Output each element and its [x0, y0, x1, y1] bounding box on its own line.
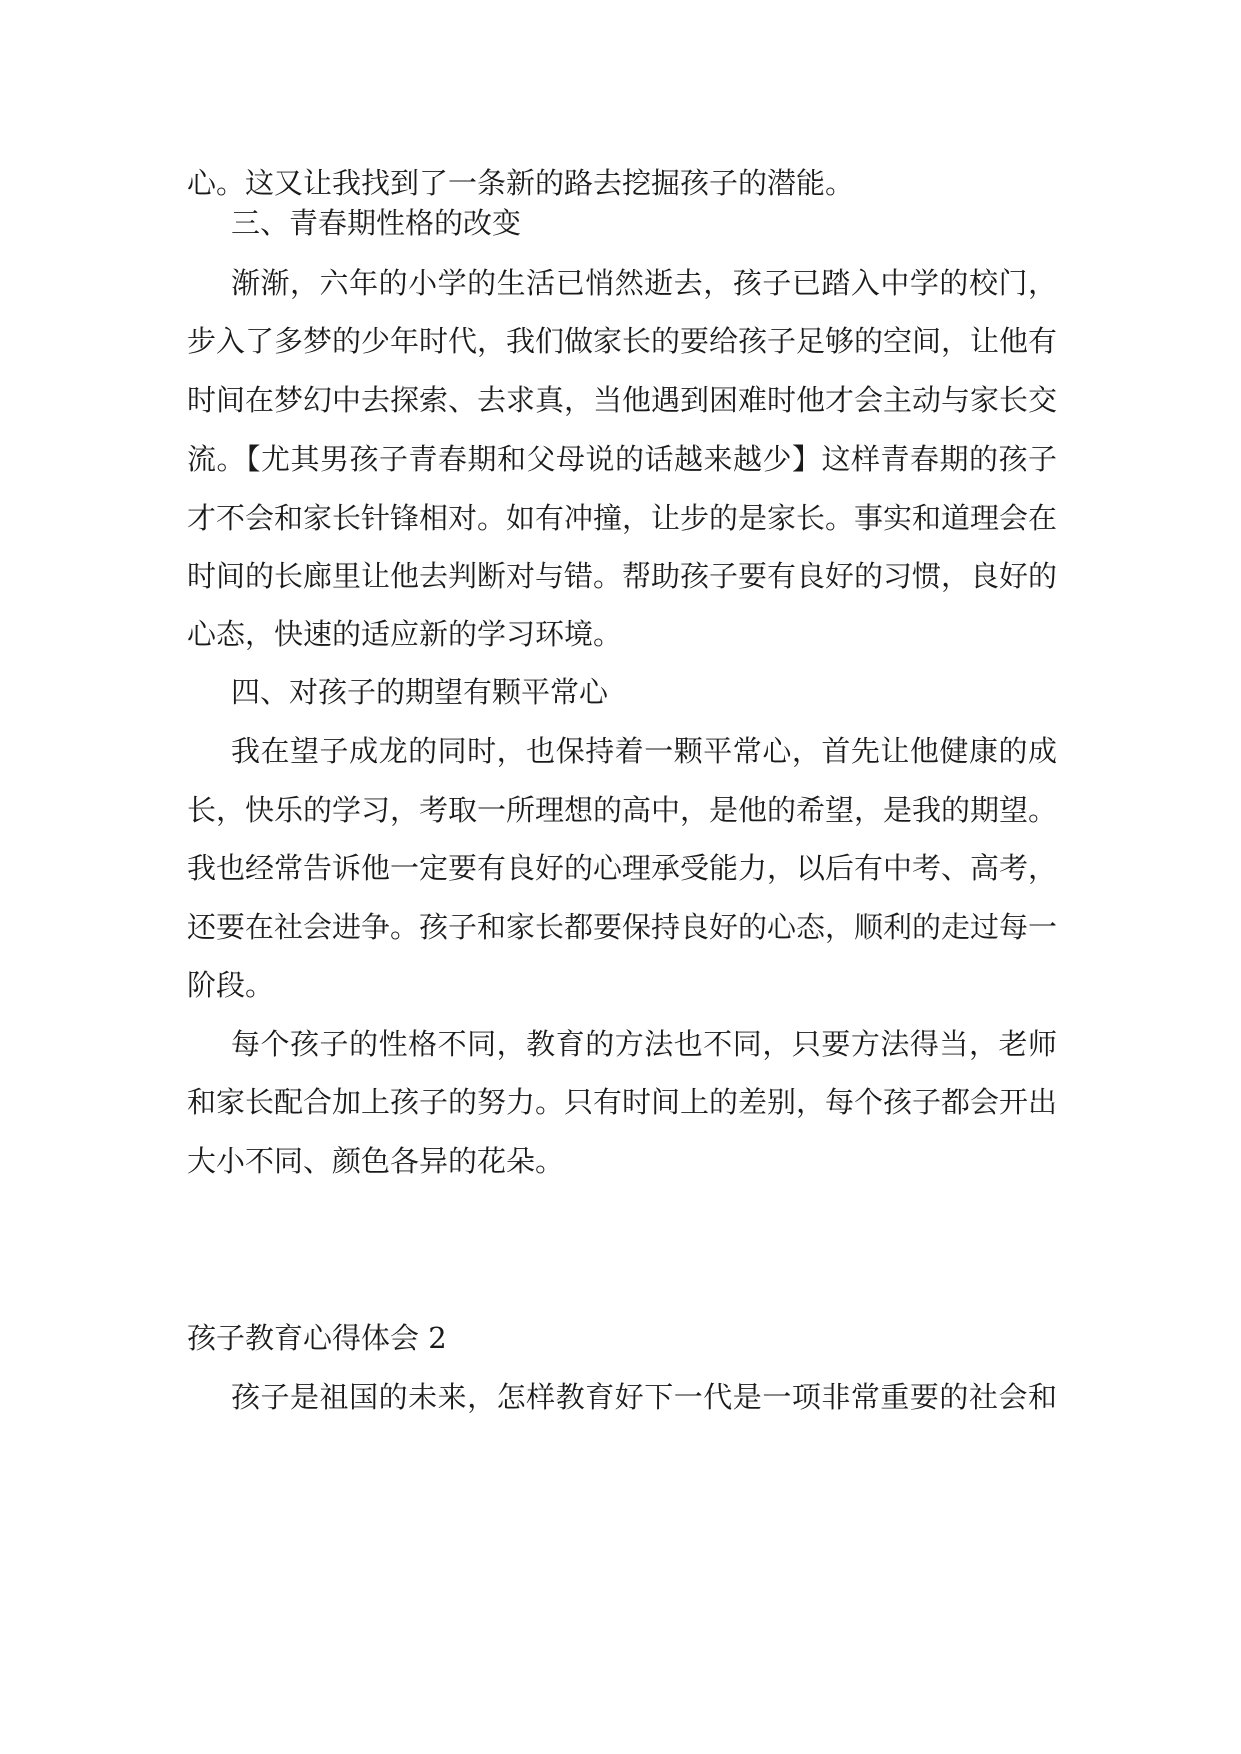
paragraph-line: 孩子是祖国的未来，怎样教育好下一代是一项非常重要的社会和	[231, 1380, 1057, 1414]
paragraph-line: 才不会和家长针锋相对。如有冲撞，让步的是家长。事实和道理会在	[187, 501, 1057, 535]
paragraph-line: 长，快乐的学习，考取一所理想的高中，是他的希望，是我的期望。	[187, 793, 1057, 827]
paragraph-line: 大小不同、颜色各异的花朵。	[187, 1144, 565, 1178]
paragraph-line: 心。这又让我找到了一条新的路去挖掘孩子的潜能。	[187, 166, 855, 200]
paragraph-line: 每个孩子的性格不同，教育的方法也不同，只要方法得当，老师	[231, 1027, 1057, 1061]
paragraph-line: 心态，快速的适应新的学习环境。	[187, 617, 623, 651]
paragraph-line: 步入了多梦的少年时代，我们做家长的要给孩子足够的空间，让他有	[187, 324, 1057, 358]
section-heading: 四、对孩子的期望有颗平常心	[231, 675, 609, 709]
article-title: 孩子教育心得体会 2	[187, 1321, 447, 1355]
paragraph-line: 流。【尤其男孩子青春期和父母说的话越来越少】这样青春期的孩子	[187, 442, 1057, 476]
paragraph-line: 渐渐，六年的小学的生活已悄然逝去，孩子已踏入中学的校门，	[231, 266, 1057, 300]
paragraph-line: 我在望子成龙的同时，也保持着一颗平常心，首先让他健康的成	[231, 734, 1057, 768]
paragraph-line: 还要在社会进争。孩子和家长都要保持良好的心态，顺利的走过每一	[187, 910, 1057, 944]
paragraph-line: 我也经常告诉他一定要有良好的心理承受能力，以后有中考、高考，	[187, 851, 1057, 885]
section-heading: 三、青春期性格的改变	[231, 206, 522, 240]
paragraph-line: 阶段。	[187, 968, 275, 1002]
paragraph-line: 时间的长廊里让他去判断对与错。帮助孩子要有良好的习惯，良好的	[187, 559, 1057, 593]
paragraph-line: 时间在梦幻中去探索、去求真，当他遇到困难时他才会主动与家长交	[187, 383, 1057, 417]
paragraph-line: 和家长配合加上孩子的努力。只有时间上的差别，每个孩子都会开出	[187, 1085, 1057, 1119]
